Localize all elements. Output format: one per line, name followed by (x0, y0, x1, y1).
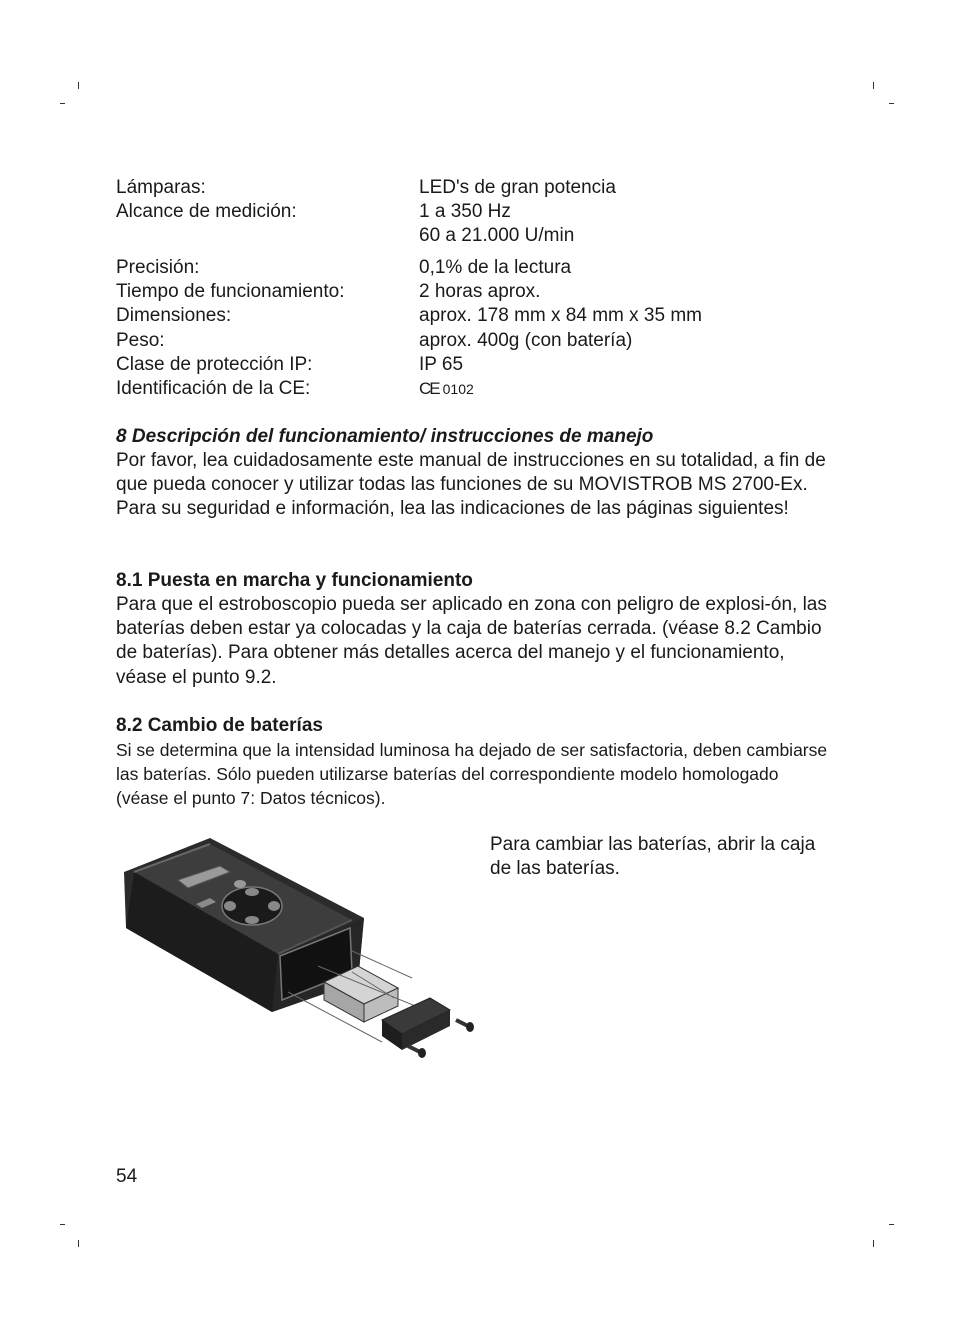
spec-label: Tiempo de funcionamiento: (116, 281, 345, 302)
spec-value: 0,1% de la lectura (419, 257, 572, 278)
spec-value: aprox. 178 mm x 84 mm x 35 mm (419, 305, 702, 326)
screw-icon (456, 1020, 474, 1032)
spec-label: Precisión: (116, 257, 200, 278)
spec-label: Clase de protección IP: (116, 354, 313, 375)
battery-replacement-illustration (112, 832, 482, 1068)
spec-label: Alcance de medición: (116, 201, 297, 222)
section-8-1-heading: 8.1 Puesta en marcha y funcionamiento (116, 570, 473, 591)
section-8-heading: 8 Descripción del funcionamiento/ instrucciones de manejo (116, 426, 654, 447)
crop-mark (889, 1224, 894, 1225)
screw-icon (408, 1046, 426, 1058)
page-number: 54 (116, 1166, 138, 1187)
crop-mark (873, 82, 874, 89)
spec-value: 2 horas aprox. (419, 281, 541, 302)
ce-mark-icon: CE (419, 379, 439, 398)
section-8-body: Por favor, lea cuidadosamente este manual de instrucciones en su totalidad, a fin de que pueda conocer y utilizar todas las funciones de su MOVISTROB MS 2700-Ex. Para su seguridad e información, lea las indicaciones de las páginas siguientes! (116, 450, 826, 520)
spec-value: 1 a 350 Hz (419, 201, 511, 222)
spec-label: Lámparas: (116, 177, 206, 198)
crop-mark (78, 1240, 79, 1247)
section-8-2-body: Si se determina que la intensidad luminosa ha dejado de ser satisfactoria, deben cambiarse las baterías. Sólo pueden utilizarse baterías del correspondiente modelo homologado (véase el punto 7: Datos técnicos). (116, 740, 828, 809)
crop-mark (60, 1224, 65, 1225)
ce-code: 0102 (442, 381, 474, 397)
spec-value (419, 377, 474, 401)
crop-mark (873, 1240, 874, 1247)
illustration-caption: Para cambiar las baterías, abrir la caja de las baterías. (490, 834, 816, 880)
section-8-2-heading: 8.2 Cambio de baterías (116, 715, 323, 736)
spec-value: aprox. 400g (con batería) (419, 330, 633, 351)
crop-mark (78, 82, 79, 89)
crop-mark (889, 103, 894, 104)
section-8-1-body: Para que el estroboscopio pueda ser aplicado en zona con peligro de explosi-ón, las baterías deben estar ya colocadas y la caja de baterías cerrada. (véase 8.2 Cambio de baterías). Para obtener más detalles acerca del manejo y el funcionamiento, véase el punto 9.2. (116, 594, 827, 688)
spec-value: LED's de gran potencia (419, 177, 616, 198)
spec-label: Peso: (116, 330, 165, 351)
spec-label: Identificación de la CE: (116, 378, 311, 399)
crop-mark (60, 103, 65, 104)
spec-value: 60 a 21.000 U/min (419, 225, 575, 246)
spec-label: Dimensiones: (116, 305, 232, 326)
spec-value: IP 65 (419, 354, 464, 375)
